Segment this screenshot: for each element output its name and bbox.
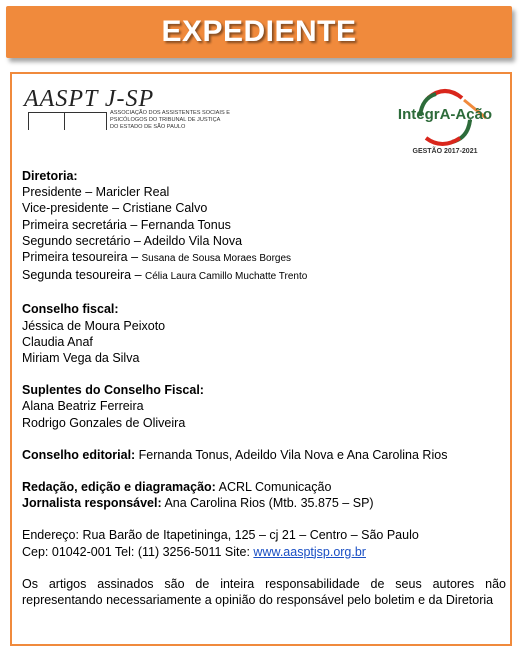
diretoria-item: Vice-presidente – Cristiane Calvo xyxy=(22,201,208,216)
conselho-fiscal-item: Claudia Anaf xyxy=(22,334,93,349)
site-link[interactable]: www.aasptjsp.org.br xyxy=(253,544,366,559)
conselho-editorial: Conselho editorial: Fernanda Tonus, Adeildo Vila Nova e Ana Carolina Rios xyxy=(22,447,448,462)
redacao-line: Redação, edição e diagramação: ACRL Comunicação xyxy=(22,480,332,495)
header-banner xyxy=(6,6,512,58)
suplentes-item: Alana Beatriz Ferreira xyxy=(22,399,144,414)
aasptj-logo-text: ASSOCIAÇÃO DOS ASSISTENTES SOCIAIS E PSICÓLOGOS DO TRIBUNAL DE JUSTIÇA DO ESTADO DE SÃO PAULO xyxy=(110,110,230,130)
aasptj-logo-mark: AASPT J-SP xyxy=(24,86,155,112)
aviso-text: Os artigos assinados são de inteira responsabilidade de seus autores não representando necessariamente a opinião do responsável pelo boletim e da Diretoria xyxy=(22,576,506,608)
integra-acao-wordmark: IntegrA-Ação xyxy=(397,106,493,123)
suplentes-heading: Suplentes do Conselho Fiscal: xyxy=(22,383,204,398)
page-title: EXPEDIENTE xyxy=(161,15,357,48)
expediente-content xyxy=(22,168,506,608)
diretoria-item: Segundo secretário – Adeildo Vila Nova xyxy=(22,233,243,248)
diretoria-item: Primeira secretária – Fernanda Tonus xyxy=(22,217,231,232)
diretoria-item: Presidente – Maricler Real xyxy=(22,185,170,200)
jornalista-line: Jornalista responsável: Ana Carolina Rios (Mtb. 35.875 – SP) xyxy=(22,496,374,511)
suplentes-item: Rodrigo Gonzales de Oliveira xyxy=(22,415,186,430)
diretoria-item: Primeira tesoureira – Susana de Sousa Moraes Borges xyxy=(22,250,292,265)
conselho-fiscal-heading: Conselho fiscal: xyxy=(22,302,119,317)
diretoria-item: Segunda tesoureira – Célia Laura Camillo Muchatte Trento xyxy=(22,268,308,283)
gestao-caption: GESTÃO 2017-2021 xyxy=(412,148,478,155)
conselho-fiscal-item: Miriam Vega da Silva xyxy=(22,351,140,366)
endereco-line: Endereço: Rua Barão de Itapetininga, 125 – cj 21 – Centro – São Paulo xyxy=(22,528,419,543)
diretoria-heading: Diretoria: xyxy=(22,169,78,183)
integra-acao-logo xyxy=(390,88,500,160)
conselho-fiscal-item: Jéssica de Moura Peixoto xyxy=(22,318,166,333)
contato-line: Cep: 01042-001 Tel: (11) 3256-5011 Site: www.aasptjsp.org.br xyxy=(22,544,366,559)
aasptj-logo xyxy=(24,86,254,140)
